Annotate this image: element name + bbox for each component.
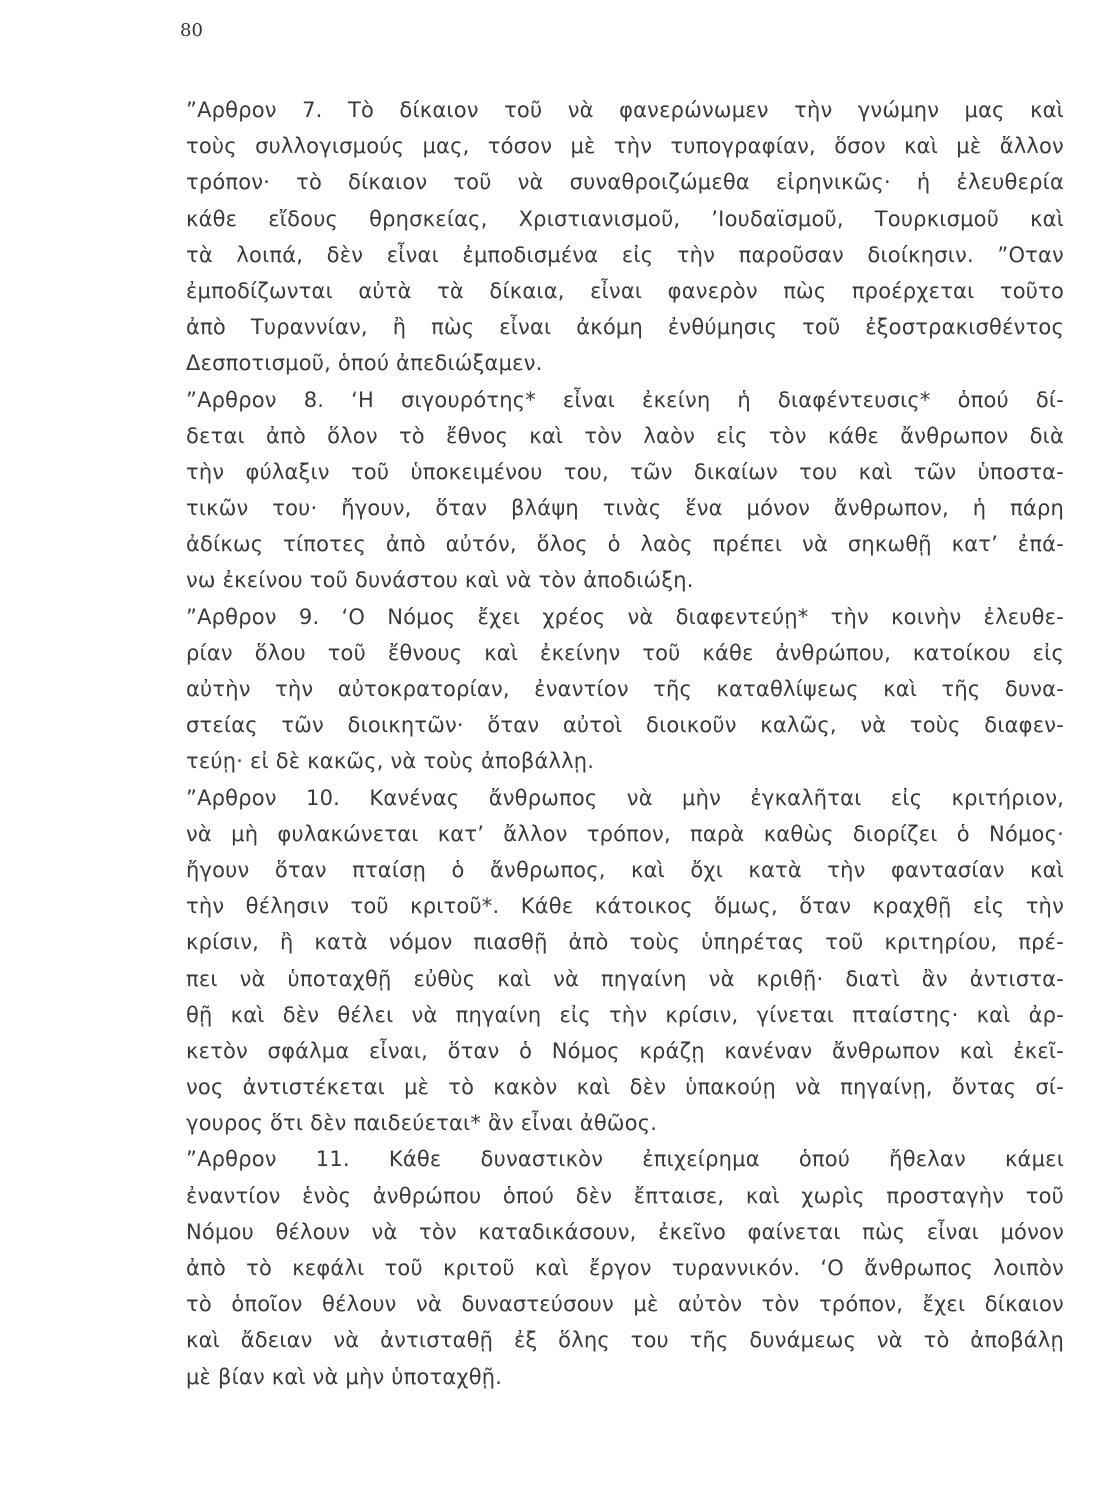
text-line: τικῶν του· ἤγουν, ὅταν βλάψη τινὰς ἕνα μόνον ἄνθρωπον, ἡ πάρη	[186, 496, 1064, 521]
text-line: γουρος ὅτι δὲν παιδεύεται* ἂν εἶναι ἀθῶος.	[186, 1111, 658, 1136]
text-line: νὰ μὴ φυλακώνεται κατ’ ἄλλον τρόπον, παρὰ καθὼς διορίζει ὁ Νόμος·	[186, 821, 1064, 846]
text-line: ἀπὸ τὸ κεφάλι τοῦ κριτοῦ καὶ ἔργον τυραννικόν. ‘Ο ἄνθρωπος λοιπὸν	[186, 1256, 1064, 1280]
text-line: δεται ἀπὸ ὅλον τὸ ἔθνος καὶ τὸν λαὸν εἰς τὸν κάθε ἄνθρωπον διὰ	[186, 423, 1064, 448]
text-line: κετὸν σφάλμα εἶναι, ὅταν ὁ Νόμος κράζῃ κανέναν ἄνθρωπον καὶ ἐκεῖ-	[186, 1038, 1064, 1063]
text-line: νω ἐκείνου τοῦ δυνάστου καὶ νὰ τὸν ἀποδιώξη.	[186, 568, 694, 593]
text-line: στείας τῶν διοικητῶν· ὅταν αὐτοὶ διοικοῦν καλῶς, νὰ τοὺς διαφεν-	[186, 713, 1064, 738]
text-line: τὴν θέλησιν τοῦ κριτοῦ*. Κάθε κάτοικος ὅμως, ὅταν κραχθῇ εἰς τὴν	[186, 894, 1064, 919]
text-line: τεύῃ· εἰ δὲ κακῶς, νὰ τοὺς ἀποβάλλῃ.	[186, 749, 595, 774]
text-line: τοὺς συλλογισμούς μας, τόσον μὲ τὴν τυπογραφίαν, ὅσον καὶ μὲ ἄλλον	[186, 134, 1064, 159]
text-line: ἐμποδίζωνται αὐτὰ τὰ δίκαια, εἶναι φανερὸν πὼς προέρχεται τοῦτο	[186, 278, 1064, 303]
text-line: ”Αρθρον 9. ‘Ο Νόμος ἔχει χρέος νὰ διαφεντεύῃ* τὴν κοινὴν ἐλευθε-	[186, 604, 1064, 629]
text-line: θῇ καὶ δὲν θέλει νὰ πηγαίνη εἰς τὴν κρίσιν, γίνεται πταίστης· καὶ ἀρ-	[186, 1002, 1064, 1027]
text-line: νος ἀντιστέκεται μὲ τὸ κακὸν καὶ δὲν ὑπακούῃ νὰ πηγαίνῃ, ὄντας σί-	[186, 1075, 1064, 1100]
text-line: ”Αρθρον 7. Τὸ δίκαιον τοῦ νὰ φανερώνωμεν τὴν γνώμην μας καὶ	[186, 98, 1064, 122]
text-line: τὴν φύλαξιν τοῦ ὑποκειμένου του, τῶν δικαίων του καὶ τῶν ὑποστα-	[186, 459, 1064, 484]
article-text	[186, 92, 1064, 1395]
text-line: ἀδίκως τίποτες ἀπὸ αὐτόν, ὅλος ὁ λαὸς πρέπει νὰ σηκωθῇ κατ’ ἐπά-	[186, 532, 1064, 557]
text-line: κρίσιν, ἢ κατὰ νόμον πιασθῇ ἀπὸ τοὺς ὑπηρέτας τοῦ κριτηρίου, πρέ-	[186, 930, 1064, 955]
text-line: κάθε εἴδους θρησκείας, Χριστιανισμοῦ, ’Ιουδαϊσμοῦ, Τουρκισμοῦ καὶ	[186, 206, 1064, 231]
text-line: Δεσποτισμοῦ, ὁπού ἀπεδιώξαμεν.	[186, 351, 543, 376]
text-line: μὲ βίαν καὶ νὰ μὴν ὑποταχθῇ.	[186, 1364, 503, 1389]
text-line: τὸ ὁποῖον θέλουν νὰ δυναστεύσουν μὲ αὐτὸν τὸν τρόπον, ἔχει δίκαιον	[186, 1292, 1064, 1317]
text-line: καὶ ἄδειαν νὰ ἀντισταθῇ ἐξ ὅλης του τῆς δυνάμεως νὰ τὸ ἀποβάλῃ	[186, 1328, 1064, 1353]
text-line: ἤγουν ὅταν πταίσῃ ὁ ἄνθρωπος, καὶ ὄχι κατὰ τὴν φαντασίαν καὶ	[186, 857, 1064, 882]
text-line: ἐναντίον ἑνὸς ἀνθρώπου ὁπού δὲν ἔπταισε, καὶ χωρὶς προσταγὴν τοῦ	[186, 1183, 1064, 1208]
text-line: ”Αρθρον 11. Κάθε δυναστικὸν ἐπιχείρημα ὁπού ἤθελαν κάμει	[186, 1147, 1064, 1172]
text-line: τὰ λοιπά, δὲν εἶναι ἐμποδισμένα εἰς τὴν παροῦσαν διοίκησιν. ”Οταν	[186, 242, 1064, 267]
text-line: πει νὰ ὑποταχθῇ εὐθὺς καὶ νὰ πηγαίνη νὰ κριθῇ· διατὶ ἂν ἀντιστα-	[186, 966, 1064, 991]
text-line: Νόμου θέλουν νὰ τὸν καταδικάσουν, ἐκεῖνο φαίνεται πὼς εἶναι μόνον	[186, 1219, 1064, 1244]
page-number: 80	[180, 20, 203, 41]
text-line: τρόπον· τὸ δίκαιον τοῦ νὰ συναθροιζώμεθα εἰρηνικῶς· ἡ ἐλευθερία	[186, 170, 1064, 195]
text-line: ρίαν ὅλου τοῦ ἔθνους καὶ ἐκείνην τοῦ κάθε ἀνθρώπου, κατοίκου εἰς	[186, 640, 1064, 665]
text-line: αὐτὴν τὴν αὐτοκρατορίαν, ἐναντίον τῆς καταθλίψεως καὶ τῆς δυνα-	[186, 677, 1064, 701]
text-line: ἀπὸ Τυραννίαν, ἢ πὼς εἶναι ἀκόμη ἐνθύμησις τοῦ ἐξοστρακισθέντος	[186, 315, 1064, 340]
text-line: ”Αρθρον 10. Κανένας ἄνθρωπος νὰ μὴν ἐγκαλῆται εἰς κριτήριον,	[186, 785, 1064, 810]
text-line: ”Αρθρον 8. ‘Η σιγουρότης* εἶναι ἐκείνη ἡ διαφέντευσις* ὁπού δί-	[186, 387, 1064, 412]
